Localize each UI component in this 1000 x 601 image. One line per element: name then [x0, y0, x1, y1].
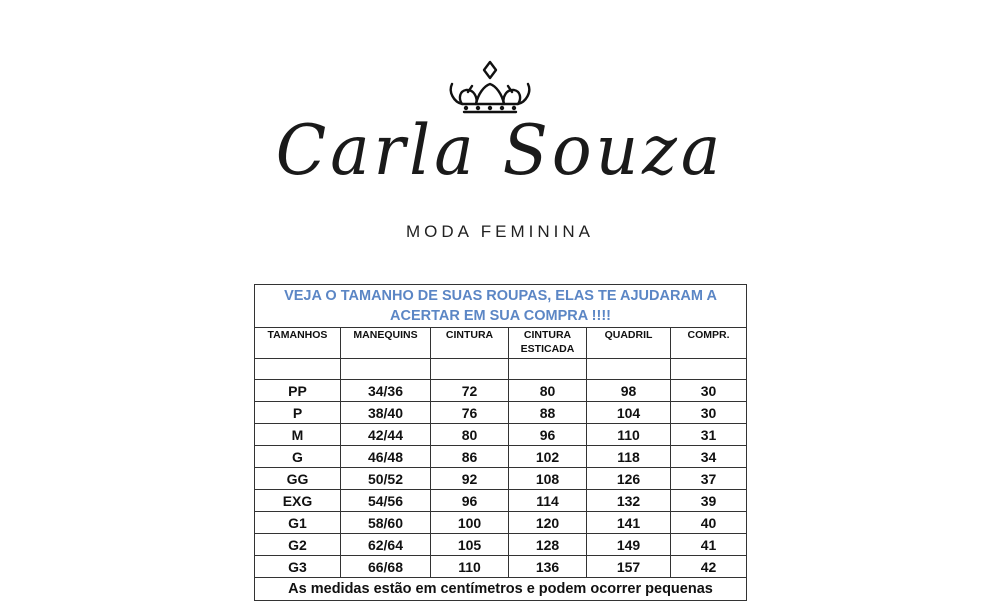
- col-header-cintura-esticada: [509, 328, 587, 359]
- cell-cintura: 110: [431, 556, 509, 578]
- cell-cintura-esticada: 88: [509, 402, 587, 424]
- cell-quadril: 110: [587, 424, 671, 446]
- cell-cintura-esticada: 102: [509, 446, 587, 468]
- table-row: [255, 380, 747, 402]
- col-header-tamanhos: TAMANHOS: [255, 328, 341, 359]
- cell-compr: 41: [671, 534, 747, 556]
- cell-compr: 42: [671, 556, 747, 578]
- cell-manequim: 34/36: [341, 380, 431, 402]
- cell-tamanho: P: [255, 402, 341, 424]
- cell-manequim: 50/52: [341, 468, 431, 490]
- cell-tamanho: G: [255, 446, 341, 468]
- cell-quadril: 104: [587, 402, 671, 424]
- cell-cintura-esticada: 136: [509, 556, 587, 578]
- cell-tamanho: PP: [255, 380, 341, 402]
- cell-tamanho: G3: [255, 556, 341, 578]
- spacer-row: [255, 359, 747, 380]
- table-row: [255, 490, 747, 512]
- cell-quadril: 141: [587, 512, 671, 534]
- cell-cintura-esticada: 128: [509, 534, 587, 556]
- cell-manequim: 62/64: [341, 534, 431, 556]
- cell-manequim: 66/68: [341, 556, 431, 578]
- table-row: [255, 512, 747, 534]
- note-row: [255, 578, 747, 601]
- cell-manequim: 58/60: [341, 512, 431, 534]
- header-row: [255, 328, 747, 359]
- col-header-quadril: QUADRIL: [587, 328, 671, 359]
- cell-cintura-esticada: 114: [509, 490, 587, 512]
- cell-quadril: 126: [587, 468, 671, 490]
- table-row: [255, 446, 747, 468]
- cell-cintura-esticada: 108: [509, 468, 587, 490]
- cell-tamanho: GG: [255, 468, 341, 490]
- cell-tamanho: EXG: [255, 490, 341, 512]
- cell-manequim: 42/44: [341, 424, 431, 446]
- cell-tamanho: G1: [255, 512, 341, 534]
- cell-compr: 40: [671, 512, 747, 534]
- cell-cintura: 86: [431, 446, 509, 468]
- table-row: [255, 534, 747, 556]
- cell-manequim: 54/56: [341, 490, 431, 512]
- size-chart-banner: [255, 285, 747, 328]
- cell-cintura: 76: [431, 402, 509, 424]
- cell-compr: 39: [671, 490, 747, 512]
- table-row: [255, 424, 747, 446]
- cell-quadril: 157: [587, 556, 671, 578]
- cell-compr: 30: [671, 380, 747, 402]
- cell-cintura: 100: [431, 512, 509, 534]
- cell-cintura: 105: [431, 534, 509, 556]
- cell-compr: 34: [671, 446, 747, 468]
- cell-compr: 37: [671, 468, 747, 490]
- cell-cintura: 80: [431, 424, 509, 446]
- cell-tamanho: G2: [255, 534, 341, 556]
- table-row: [255, 556, 747, 578]
- cell-tamanho: M: [255, 424, 341, 446]
- cell-cintura-esticada: 96: [509, 424, 587, 446]
- cell-quadril: 98: [587, 380, 671, 402]
- cell-manequim: 46/48: [341, 446, 431, 468]
- cell-quadril: 132: [587, 490, 671, 512]
- cell-cintura: 72: [431, 380, 509, 402]
- col-header-cintura: CINTURA: [431, 328, 509, 359]
- col-header-compr: COMPR.: [671, 328, 747, 359]
- col-header-manequins: MANEQUINS: [341, 328, 431, 359]
- cell-cintura-esticada: 80: [509, 380, 587, 402]
- brand-logo-name: Carla Souza: [275, 110, 725, 191]
- cell-manequim: 38/40: [341, 402, 431, 424]
- table-row: [255, 468, 747, 490]
- table-row: [255, 402, 747, 424]
- cell-quadril: 118: [587, 446, 671, 468]
- cell-compr: 30: [671, 402, 747, 424]
- cell-cintura: 96: [431, 490, 509, 512]
- cell-compr: 31: [671, 424, 747, 446]
- banner-line-2: ACERTAR EM SUA COMPRA !!!!: [390, 308, 611, 324]
- brand-subtitle: MODA FEMININA: [405, 222, 594, 241]
- cell-cintura: 92: [431, 468, 509, 490]
- measurement-note: As medidas estão em centímetros e podem ocorrer pequenas: [255, 578, 747, 601]
- cell-quadril: 149: [587, 534, 671, 556]
- col-header-cintura-esticada-line2: ESTICADA: [520, 343, 575, 355]
- col-header-cintura-esticada-line1: CINTURA: [523, 329, 572, 341]
- cell-cintura-esticada: 120: [509, 512, 587, 534]
- size-chart-table: [254, 284, 747, 601]
- banner-line-1: VEJA O TAMANHO DE SUAS ROUPAS, ELAS TE AJUDARAM A: [284, 288, 717, 304]
